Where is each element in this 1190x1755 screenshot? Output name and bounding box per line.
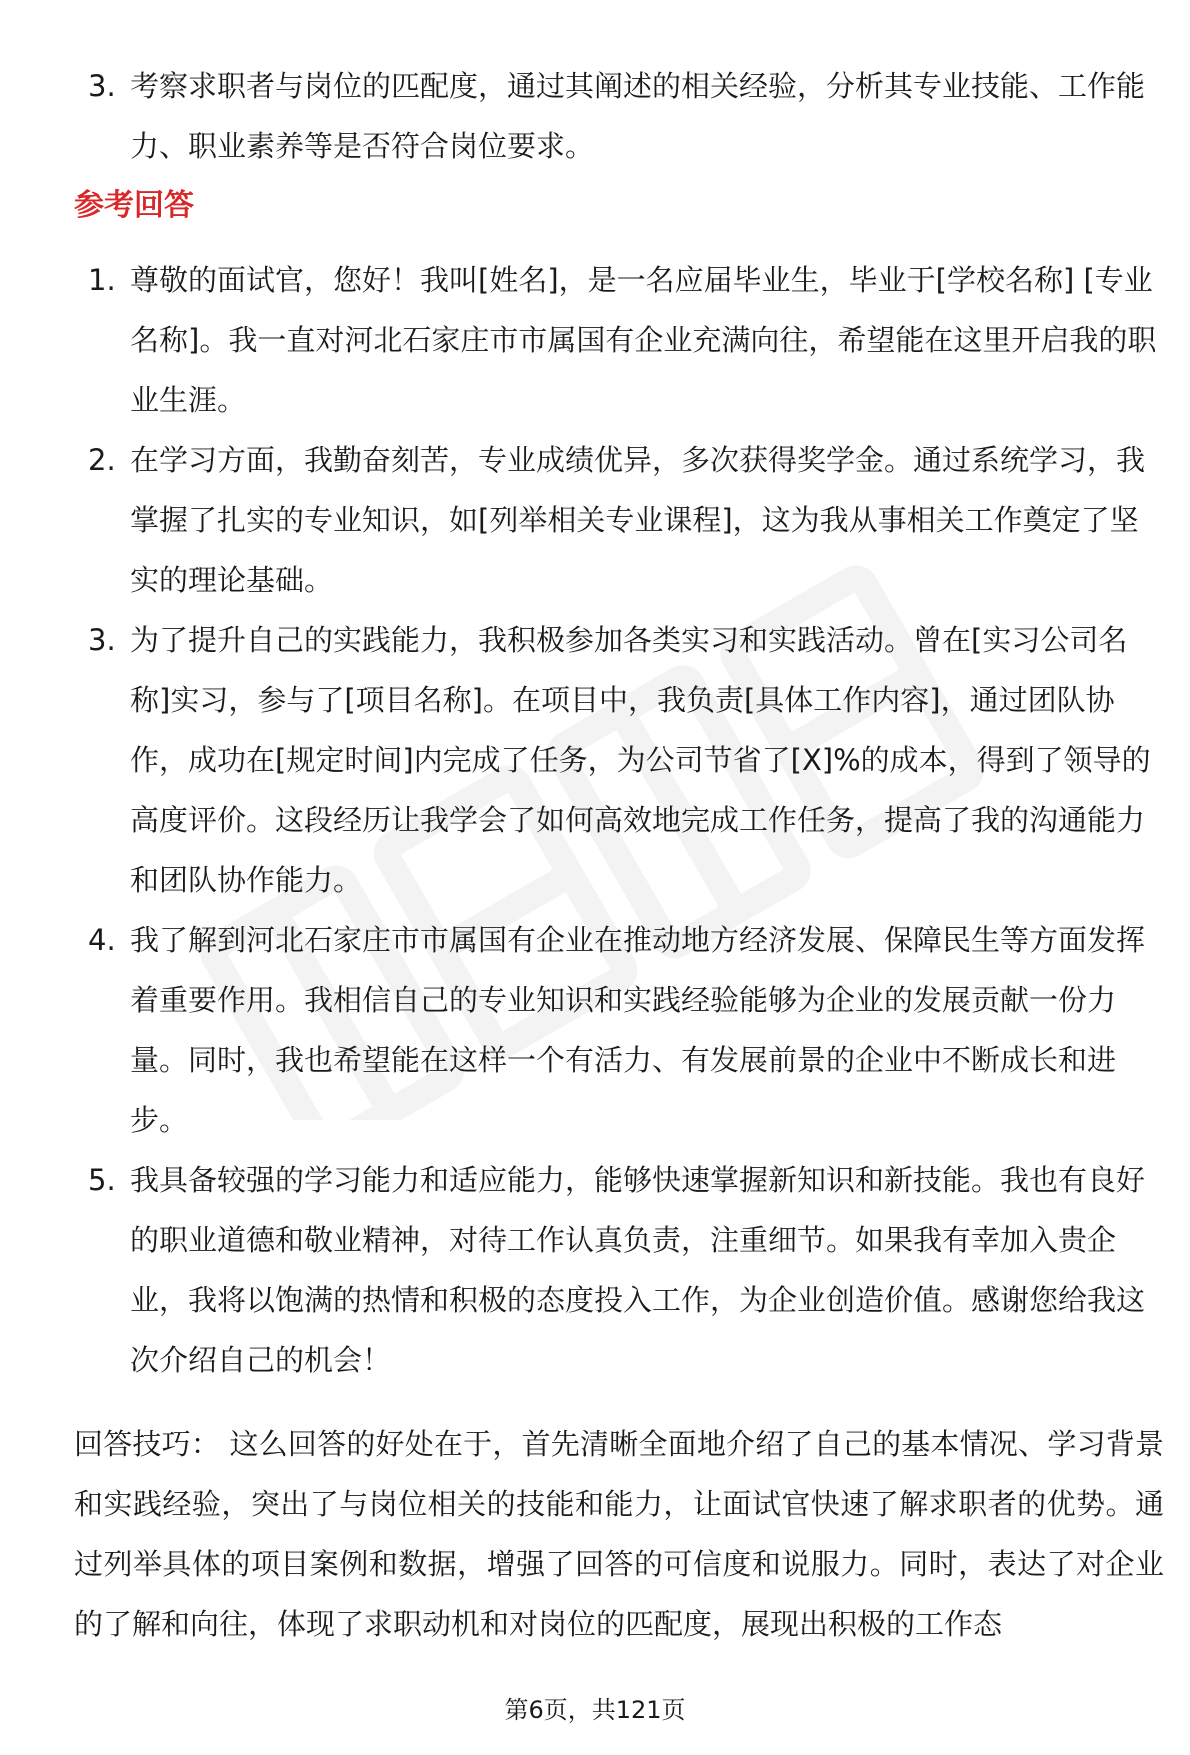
- list-item-number: 4.: [88, 923, 116, 957]
- list-item-number: 3.: [88, 623, 116, 657]
- document-content: [74, 56, 1164, 1683]
- list-item-text: 尊敬的面试官，您好！我叫[姓名]，是一名应届毕业生，毕业于[学校名称] [专业名称]。我一直对河北石家庄市市属国有企业充满向往，希望能在这里开启我的职业生涯。: [130, 263, 1157, 417]
- list-item-number: 1.: [88, 263, 116, 297]
- list-item-text: 在学习方面，我勤奋刻苦，专业成绩优异，多次获得奖学金。通过系统学习，我掌握了扎实的专业知识，如[列举相关专业课程]，这为我从事相关工作奠定了坚实的理论基础。: [130, 443, 1146, 597]
- list-item-text: 考察求职者与岗位的匹配度，通过其阐述的相关经验，分析其专业技能、工作能力、职业素养等是否符合岗位要求。: [130, 69, 1146, 163]
- list-item-number: 3.: [88, 69, 116, 103]
- list-item: [74, 1150, 1164, 1390]
- page-number-footer: 第6页，共121页: [504, 1696, 686, 1724]
- tip-text: 这么回答的好处在于，首先清晰全面地介绍了自己的基本情况、学习背景和实践经验，突出了与岗位相关的技能和能力，让面试官快速了解求职者的优势。通过列举具体的项目案例和数据，增强了回答的可信度和说服力。同时，表达了对企业的了解和向往，体现了求职动机和对岗位的匹配度，展现出积极的工作态: [74, 1427, 1164, 1641]
- answer-tip-paragraph: [74, 1414, 1164, 1654]
- list-item: [74, 56, 1164, 176]
- criteria-list: [74, 56, 1164, 176]
- list-item: [74, 430, 1164, 610]
- list-item-number: 2.: [88, 443, 116, 477]
- reference-answer-list: [74, 250, 1164, 1390]
- list-item-text: 为了提升自己的实践能力，我积极参加各类实习和实践活动。曾在[实习公司名称]实习，参与了[项目名称]。在项目中，我负责[具体工作内容]，通过团队协作，成功在[规定时间]内完成了任务，为公司节省了[X]%的成本，得到了领导的高度评价。这段经历让我学会了如何高效地完成工作任务，提高了我的沟通能力和团队协作能力。: [130, 623, 1151, 897]
- list-item-text: 我具备较强的学习能力和适应能力，能够快速掌握新知识和新技能。我也有良好的职业道德和敬业精神，对待工作认真负责，注重细节。如果我有幸加入贵企业，我将以饱满的热情和积极的态度投入工作，为企业创造价值。感谢您给我这次介绍自己的机会！: [130, 1163, 1146, 1377]
- list-item-number: 5.: [88, 1163, 116, 1197]
- list-item-text: 我了解到河北石家庄市市属国有企业在推动地方经济发展、保障民生等方面发挥着重要作用。我相信自己的专业知识和实践经验能够为企业的发展贡献一份力量。同时，我也希望能在这样一个有活力、有发展前景的企业中不断成长和进步。: [130, 923, 1146, 1137]
- list-item: [74, 610, 1164, 910]
- list-item: [74, 250, 1164, 430]
- list-item: [74, 910, 1164, 1150]
- tip-label: 回答技巧：: [74, 1427, 221, 1461]
- section-heading: 参考回答: [74, 188, 194, 223]
